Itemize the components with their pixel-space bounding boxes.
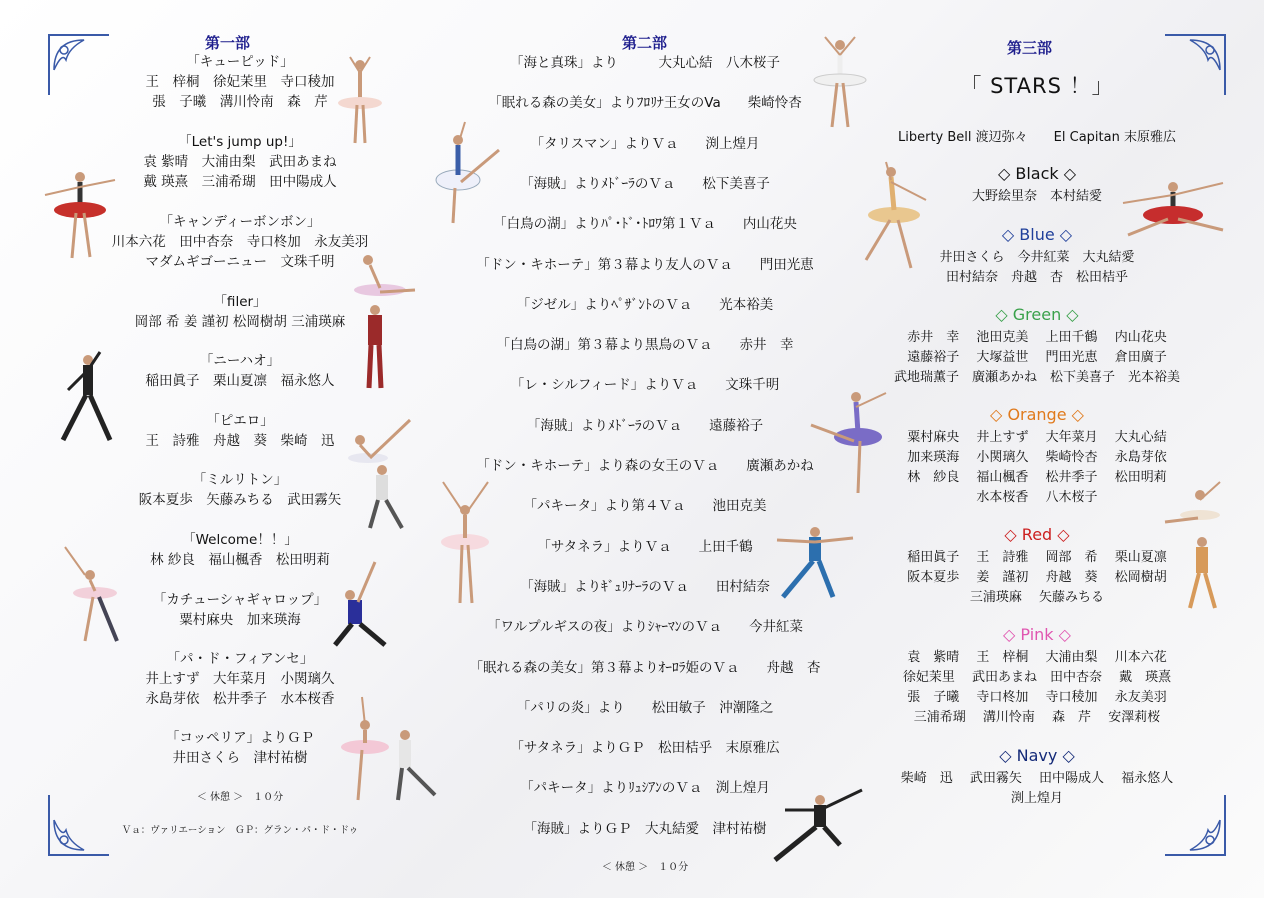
group-cast: 三浦希瑚 溝川怜南 森 芹 安澤莉桜 xyxy=(913,710,1161,725)
program-item xyxy=(40,52,440,112)
program-item-title: 「ミルリトン」 xyxy=(192,472,288,488)
group-cast: 三浦瑛麻 矢藤みちる xyxy=(969,590,1105,605)
program-item xyxy=(40,728,440,768)
program-item xyxy=(40,132,440,192)
program-item: 「海賊」よりｷﾞｭﾘﾅｰﾗのＶａ 田村結奈 xyxy=(520,578,770,595)
group-cast: 田村結奈 舟越 杏 松田桔乎 xyxy=(945,270,1128,285)
group-cast: 阪本夏歩 姜 謹初 舟越 葵 松岡樹胡 xyxy=(907,570,1167,585)
program-item: 「白鳥の湖」よりﾊﾟ･ﾄﾞ･ﾄﾛﾜ第１Ｖａ 内山花央 xyxy=(493,216,797,233)
program-item: 「サタネラ」よりＶａ 上田千鶴 xyxy=(537,538,753,555)
program-item-title: 「filer」 xyxy=(213,294,267,310)
part2-title: 第二部 xyxy=(622,34,668,52)
program-item-title: 「キューピッド」 xyxy=(186,54,294,70)
program-item-cast: 林 紗良 福山楓香 松田明莉 xyxy=(150,552,330,568)
group-cast: 張 子曦 寺口柊加 寺口稜加 永友美羽 xyxy=(907,690,1167,705)
group-cast: 遠藤裕子 大塚益世 門田光恵 倉田廣子 xyxy=(907,350,1167,365)
program-item: 「海賊」よりﾒﾄﾞｰﾗのＶａ 松下美喜子 xyxy=(520,175,770,192)
program-item: 「パキータ」よりﾘｭｼｱﾝのＶａ 渕上煌月 xyxy=(520,780,770,797)
program-item xyxy=(40,292,440,332)
program-item xyxy=(40,590,440,630)
group-title: ◇ Pink ◇ xyxy=(1003,625,1071,644)
program-item: 「レ・シルフィード」よりＶａ 文珠千明 xyxy=(510,377,780,394)
program-item-cast: 永島芽依 松井季子 水本桜香 xyxy=(145,691,335,707)
part3-title: 第三部 xyxy=(1007,39,1053,57)
program-item-title: 「Let's jump up!」 xyxy=(178,134,302,150)
group-title: ◇ Red ◇ xyxy=(1004,525,1070,544)
program-item-cast: 粟村麻央 加来瑛海 xyxy=(179,612,301,628)
program-item-cast: 井田さくら 津村祐樹 xyxy=(172,750,308,766)
group-cast: 徐妃茉里 武田あまね 田中杏奈 戴 瑛熹 xyxy=(902,670,1172,685)
group-cast: 井田さくら 今井紅菜 大丸結愛 xyxy=(939,250,1135,265)
program-item-cast: 阪本夏歩 矢藤みちる 武田霧矢 xyxy=(138,492,342,508)
program-item: 「ドン・キホーテ」第３幕より友人のＶａ 門田光恵 xyxy=(476,256,814,273)
group-title: ◇ Blue ◇ xyxy=(1001,225,1073,244)
program-item xyxy=(40,649,440,709)
group-cast: 柴崎 迅 武田霧矢 田中陽成人 福永悠人 xyxy=(900,771,1174,786)
program-item xyxy=(40,470,440,510)
program-item xyxy=(40,212,440,272)
part1-panel xyxy=(40,0,440,898)
part2-intermission: ＜ 休憩 ＞ １０分 xyxy=(601,862,689,873)
part3-panel xyxy=(850,0,1224,898)
group-cast: 袁 紫晴 王 梓桐 大浦由梨 川本六花 xyxy=(907,650,1167,665)
program-item: 「白鳥の湖」第３幕より黒鳥のＶａ 赤井 幸 xyxy=(496,337,794,354)
program-item-cast: 井上すず 大年菜月 小関璃久 xyxy=(145,671,335,687)
program-item xyxy=(40,411,440,451)
program-item: 「ワルプルギスの夜」よりｼｬｰﾏﾝのＶａ 今井紅菜 xyxy=(486,619,804,636)
part1-legend: Ｖａ：ヴァリエーション ＧＰ：グラン・パ・ド・ドゥ xyxy=(121,825,359,836)
program-item-cast: マダムギゴーニュー 文珠千明 xyxy=(145,254,335,270)
group-cast: 稲田眞子 王 詩雅 岡部 希 栗山夏凛 xyxy=(907,550,1167,565)
part2-panel xyxy=(440,0,850,898)
group-cast: 武地瑞薫子 廣瀬あかね 松下美喜子 光本裕美 xyxy=(893,370,1180,385)
group-title: ◇ Black ◇ xyxy=(997,164,1077,183)
part1-intermission: ＜ 休憩 ＞ １０分 xyxy=(196,792,284,803)
group-cast: 渕上煌月 xyxy=(1010,791,1063,806)
program-item-cast: 王 梓桐 徐妃茉里 寺口稜加 xyxy=(145,74,335,90)
stars-title: 「 STARS ！」 xyxy=(960,74,1114,98)
program-item-cast: 王 詩雅 舟越 葵 柴崎 迅 xyxy=(145,433,335,449)
program-item: 「パキータ」より第４Ｖａ 池田克美 xyxy=(523,498,767,515)
program-item: 「パリの炎」より 松田敏子 沖潮隆之 xyxy=(516,699,774,716)
program-item-title: 「カチューシャギャロップ」 xyxy=(152,592,328,608)
program-item-title: 「コッペリア」よりＧＰ xyxy=(165,730,315,746)
program-item-cast: 川本六花 田中杏奈 寺口柊加 永友美羽 xyxy=(111,234,369,250)
program-item xyxy=(40,351,440,391)
group-title: ◇ Orange ◇ xyxy=(990,405,1084,424)
program-item: 「海賊」よりＧＰ 大丸結愛 津村祐樹 xyxy=(523,820,767,837)
group-title: ◇ Green ◇ xyxy=(995,305,1079,324)
program-item: 「ドン・キホーテ」より森の女王のＶａ 廣瀬あかね xyxy=(476,458,814,474)
program-item: 「ジゼル」よりﾍﾟｻﾞﾝﾄのＶａ 光本裕美 xyxy=(516,296,774,313)
group-cast: 赤井 幸 池田克美 上田千鶴 内山花央 xyxy=(907,330,1167,345)
stars-cast: Liberty Bell 渡辺弥々 El Capitan 末原雅広 xyxy=(898,130,1176,145)
program-item-title: 「ニーハオ」 xyxy=(199,353,281,369)
program-item-cast: 稲田眞子 栗山夏凛 福永悠人 xyxy=(145,373,335,389)
program-item: 「サタネラ」よりＧＰ 松田桔乎 末原雅広 xyxy=(510,740,780,757)
program-item: 「眠れる森の美女」第３幕よりｵｰﾛﾗ姫のＶａ 舟越 杏 xyxy=(469,659,821,676)
program-item xyxy=(40,530,440,570)
program-item-cast: 戴 瑛熹 三浦希瑚 田中陽成人 xyxy=(143,174,337,190)
group-cast: 加来瑛海 小関璃久 柴崎怜杏 永島芽依 xyxy=(907,450,1167,465)
program-item-title: 「ピエロ」 xyxy=(206,413,274,429)
program-item: 「海賊」よりﾒﾄﾞｰﾗのＶａ 遠藤裕子 xyxy=(526,417,764,434)
program-item-title: 「キャンディーボンボン」 xyxy=(159,214,321,230)
program-item: 「眠れる森の美女」よりﾌﾛﾘﾅ王女のVa 柴崎怜杏 xyxy=(488,95,802,112)
program-item-cast: 袁 紫晴 大浦由梨 武田あまね xyxy=(143,154,337,170)
program-item-cast: 張 子曦 溝川怜南 森 芹 xyxy=(152,94,328,110)
program-item: 「海と真珠」より 大丸心結 八木桜子 xyxy=(510,55,780,71)
group-cast: 水本桜香 八木桜子 xyxy=(976,490,1098,505)
group-cast: 林 紗良 福山楓香 松井季子 松田明莉 xyxy=(907,470,1167,485)
group-title: ◇ Navy ◇ xyxy=(999,746,1075,765)
program-item-title: 「パ・ド・フィアンセ」 xyxy=(166,651,314,667)
program-item-title: 「Welcome！！」 xyxy=(182,532,298,548)
program-item-cast: 岡部 希 姜 謹初 松岡樹胡 三浦瑛麻 xyxy=(134,314,346,330)
part1-title: 第一部 xyxy=(205,34,251,52)
group-cast: 大野絵里奈 本村結愛 xyxy=(971,189,1102,204)
program-item: 「タリスマン」よりＶａ 渕上煌月 xyxy=(530,135,760,152)
group-cast: 粟村麻央 井上すず 大年菜月 大丸心結 xyxy=(907,430,1167,445)
